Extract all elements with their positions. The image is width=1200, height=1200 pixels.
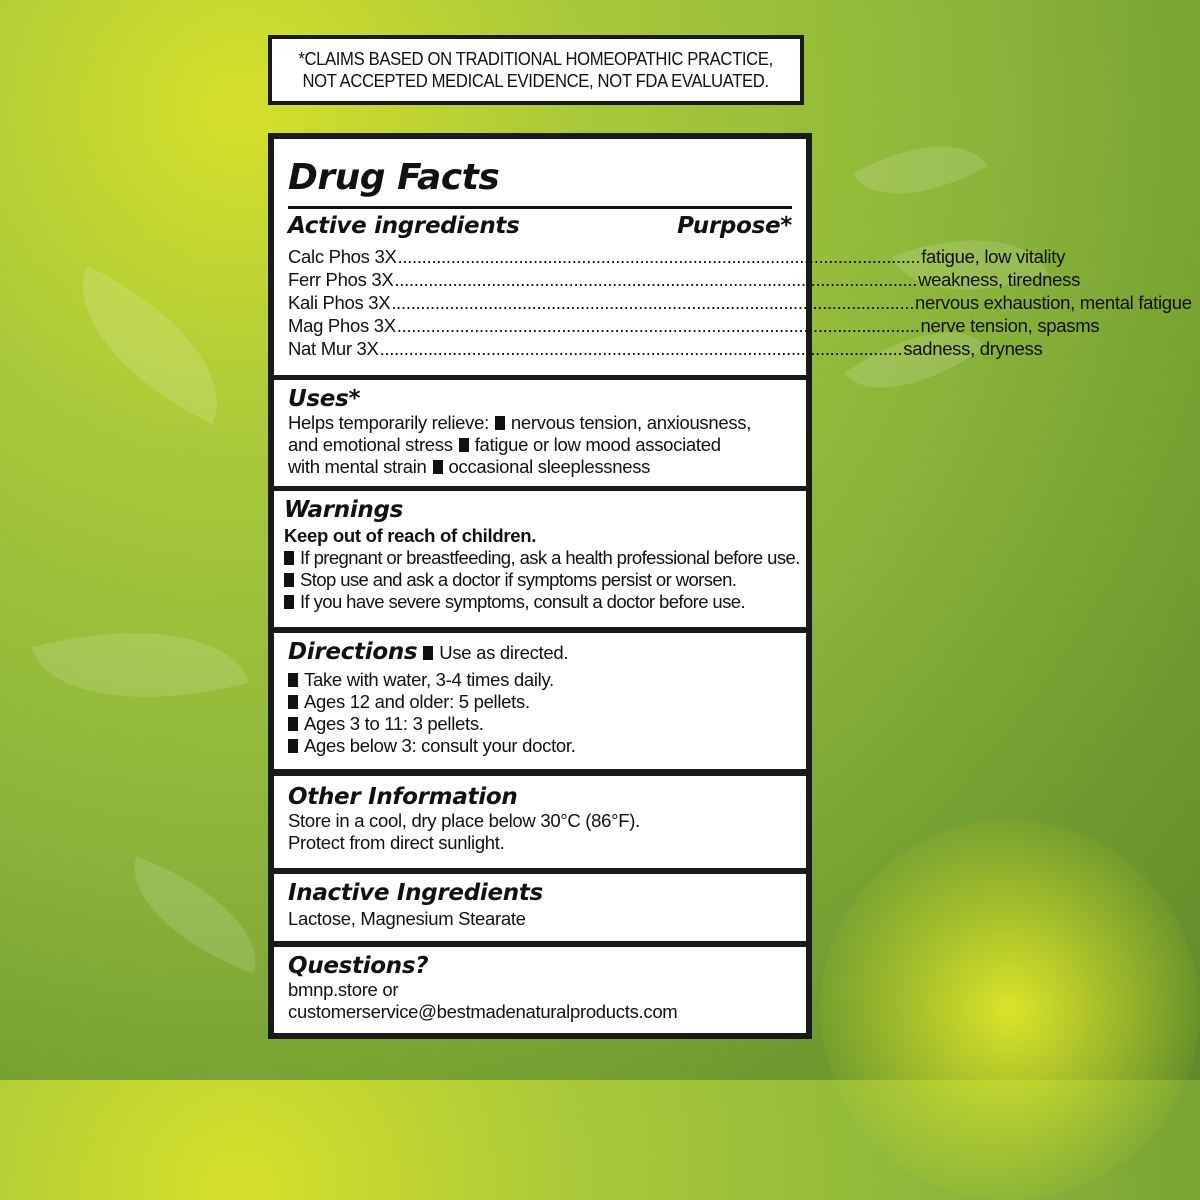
uses-intro: Helps temporarily relieve: [288,412,489,433]
bullet-icon [284,551,294,565]
bullet-icon [284,595,294,609]
ingredient-name: Ferr Phos 3X [288,269,394,290]
ingredient-name: Nat Mur 3X [288,338,379,359]
bullet-icon [284,573,294,587]
bullet-icon [288,739,298,753]
direction-text: Ages 12 and older: 5 pellets. [304,691,530,712]
other-info-line-1: Store in a cool, dry place below 30°C (86°F). [288,810,640,831]
direction-text: Ages 3 to 11: 3 pellets. [304,713,484,734]
active-ingredients-section [274,139,1192,375]
title-rule [288,206,792,209]
dot-leader: ............................................................................................................ [396,315,920,336]
bullet-icon [288,717,298,731]
ingredient-purpose: weakness, tiredness [918,269,1081,290]
direction-item [288,691,792,713]
other-information-heading: Other Information [288,784,518,810]
questions-heading: Questions? [288,953,429,979]
background-glow [820,820,1200,1200]
warnings-section [274,491,806,627]
ingredient-name: Kali Phos 3X [288,292,391,313]
disclaimer-box [268,35,804,105]
warning-item [284,591,802,613]
bullet-icon [459,438,469,452]
disclaimer-line-1: *CLAIMS BASED ON TRADITIONAL HOMEOPATHIC PRACTICE, [298,48,774,69]
ingredient-row [288,291,1192,314]
disclaimer-text [299,48,773,92]
ingredient-purpose: nerve tension, spasms [920,315,1100,336]
direction-text: Ages below 3: consult your doctor. [304,735,576,756]
inactive-ingredients-heading: Inactive Ingredients [288,880,543,906]
active-header-row [288,213,792,239]
contact-email: customerservice@bestmadenaturalproducts.com [288,1001,678,1022]
questions-section [274,947,806,1033]
ingredient-row [288,314,1100,337]
directions-first: Use as directed. [439,642,569,663]
direction-text: Take with water, 3-4 times daily. [304,669,554,690]
direction-item [288,713,792,735]
other-information-section [274,776,806,868]
keep-out-text: Keep out of reach of children. [284,525,537,546]
ingredient-purpose: sadness, dryness [903,338,1043,359]
warning-text: Stop use and ask a doctor if symptoms persist or worsen. [300,569,737,590]
bullet-icon [288,673,298,687]
direction-item [288,735,792,757]
uses-item-2: fatigue or low mood associated [474,434,721,455]
drug-facts-title: Drug Facts [288,157,500,198]
warning-item [284,547,802,569]
ingredient-list [288,245,1192,360]
ingredient-name: Calc Phos 3X [288,246,397,267]
uses-heading: Uses* [288,386,361,412]
directions-header-row [288,639,792,665]
ingredient-row [288,268,1081,291]
dot-leader: ............................................................................................................ [394,269,918,290]
inactive-ingredients-section [274,874,806,941]
bullet-icon [288,695,298,709]
warning-item [284,569,802,591]
directions-section [274,633,806,769]
inactive-ingredients-text: Lactose, Magnesium Stearate [288,908,526,929]
leaf-decoration [853,114,987,226]
ingredient-purpose: nervous exhaustion, mental fatigue [915,292,1192,313]
uses-item-3: occasional sleeplessness [448,456,651,477]
dot-leader: ............................................................................................................ [397,246,921,267]
disclaimer-line-2: NOT ACCEPTED MEDICAL EVIDENCE, NOT FDA EVALUATED. [302,70,770,91]
purpose-heading: Purpose* [677,213,792,239]
bullet-icon [495,416,505,430]
dot-leader: ............................................................................................................ [391,292,915,313]
other-info-line-2: Protect from direct sunlight. [288,832,505,853]
bullet-icon [433,460,443,474]
drug-facts-panel [268,133,1192,1039]
ingredient-purpose: fatigue, low vitality [921,246,1066,267]
active-ingredients-heading: Active ingredients [288,213,520,239]
ingredient-row [288,245,1066,268]
leaf-decoration [113,856,278,973]
uses-item-1: nervous tension, anxiousness, [510,412,752,433]
directions-heading: Directions [288,639,418,665]
warning-text: If you have severe symptoms, consult a doctor before use. [300,591,745,612]
dot-leader: ............................................................................................................ [379,338,903,359]
ingredient-name: Mag Phos 3X [288,315,396,336]
uses-item-2-cont: with mental strain [288,456,427,477]
warnings-heading: Warnings [284,497,404,523]
leaf-decoration [32,596,248,735]
warning-text: If pregnant or breastfeeding, ask a health professional before use. [300,547,800,568]
uses-body [288,412,792,478]
uses-section [274,380,806,486]
direction-item [288,669,792,691]
uses-item-1-cont: and emotional stress [288,434,453,455]
leaf-decoration [49,266,250,424]
ingredient-row [288,337,1043,360]
questions-line-1: bmnp.store or [288,979,399,1000]
bullet-icon [423,646,433,660]
